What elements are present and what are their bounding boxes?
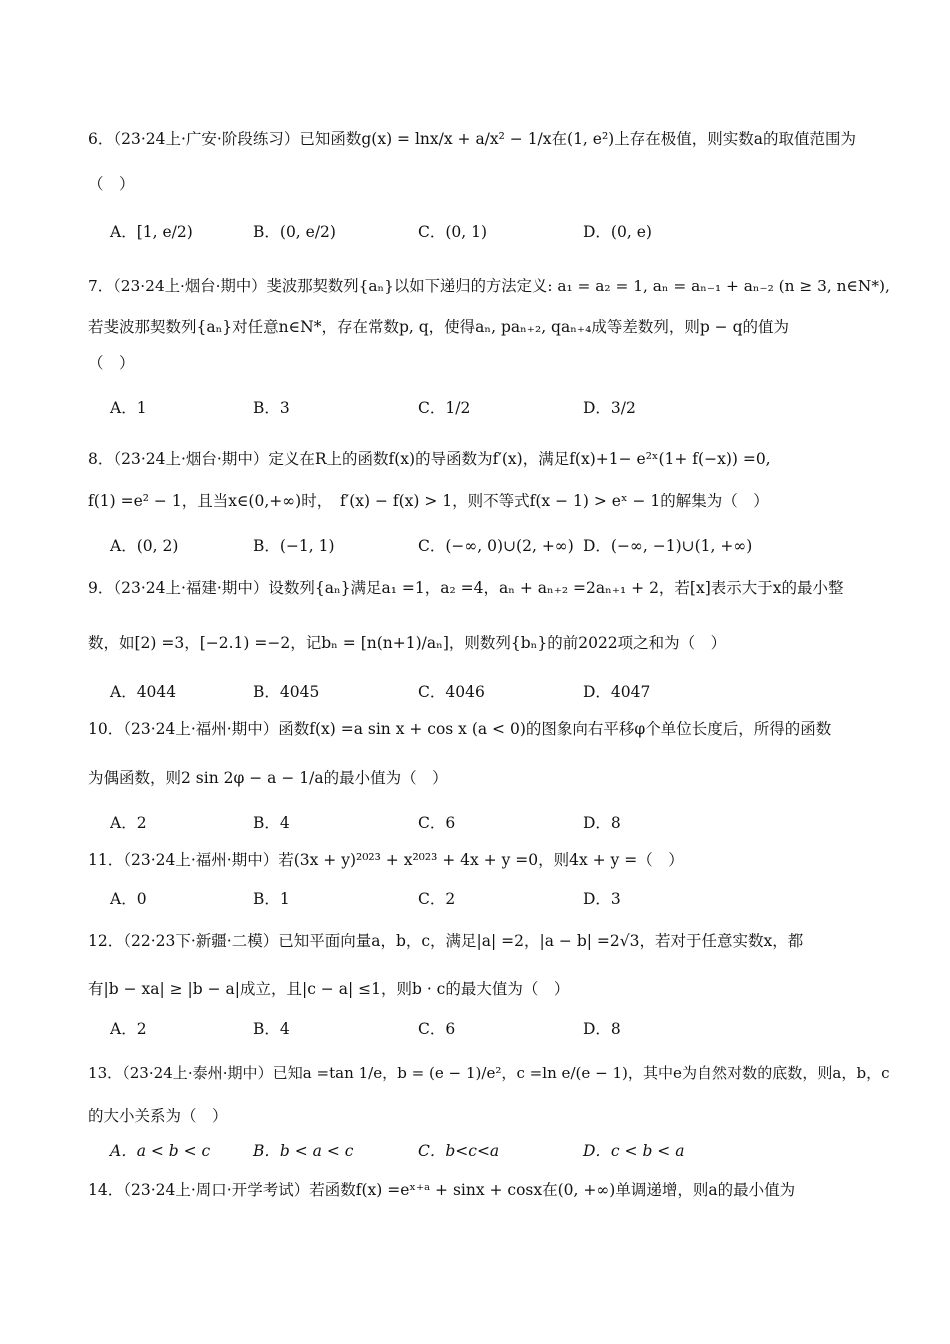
question-text: （23·24上·烟台·期中）斐波那契数列{aₙ}以如下递归的方法定义: a₁ = a₂ = 1, aₙ = aₙ₋₁ + aₙ₋₂ (n ≥ 3, n∈N*),: [113, 277, 890, 295]
question-number: 8．: [88, 450, 114, 468]
option-b: B．4045: [253, 683, 320, 701]
question-text: 为偶函数，则2 sin 2φ − a − 1/a的最小值为（ ）: [88, 769, 448, 787]
option-c: C．2: [418, 890, 456, 908]
question-6-line-2: [88, 173, 862, 195]
question-9-line-2: [88, 632, 862, 654]
question-number: 12．: [88, 932, 124, 950]
option-a: A．[1, e/2): [110, 223, 193, 241]
option-d: D．3/2: [583, 399, 636, 417]
question-12-line-2: [88, 978, 862, 1000]
option-a: A．4044: [110, 683, 177, 701]
option-c: C．b<c<a: [418, 1142, 500, 1160]
option-d: D．(0, e): [583, 223, 652, 241]
option-a: A．2: [110, 1020, 147, 1038]
question-text: 若斐波那契数列{aₙ}对任意n∈N*，存在常数p, q，使得aₙ, paₙ₊₂, qaₙ₊₄成等差数列，则p − q的值为: [88, 318, 790, 336]
option-d: D．c < b < a: [583, 1142, 685, 1160]
option-c: C．4046: [418, 683, 485, 701]
option-b: B．4: [253, 814, 290, 832]
question-7-line-1: [88, 275, 890, 297]
question-9-line-1: [88, 577, 862, 599]
option-a: A．0: [110, 890, 147, 908]
option-a: A．a < b < c: [110, 1142, 211, 1160]
option-d: D．4047: [583, 683, 651, 701]
question-text: （23·24上·泰州·期中）已知a =tan 1/e，b = (e − 1)/e²，c =ln e/(e − 1)，其中e为自然对数的底数，则a，b，c: [122, 1064, 890, 1082]
question-number: 11．: [88, 851, 124, 869]
question-text: （23·24上·广安·阶段练习）已知函数g(x) = lnx/x + a/x² − 1/x在(1, e²)上存在极值，则实数a的取值范围为: [113, 130, 856, 148]
option-b: B．(−1, 1): [253, 537, 335, 555]
question-7-line-3: [88, 352, 862, 374]
question-text: （23·24上·烟台·期中）定义在R上的函数f(x)的导函数为f′(x)，满足f(x)+1− e²ˣ(1+ f(−x)) =0,: [113, 450, 771, 468]
option-d: D．8: [583, 1020, 621, 1038]
option-b: B．3: [253, 399, 290, 417]
question-text: 的大小关系为（ ）: [88, 1107, 228, 1125]
question-text: （23·24上·福州·期中）函数f(x) =a sin x + cos x (a < 0)的图象向右平移φ个单位长度后，所得的函数: [123, 720, 832, 738]
question-number: 13．: [88, 1064, 123, 1082]
question-number: 10．: [88, 720, 124, 738]
question-text: （22·23下·新疆·二模）已知平面向量a，b，c，满足|a| =2，|a − b| =2√3，若对于任意实数x，都: [123, 932, 804, 950]
question-10-line-2: [88, 767, 862, 789]
option-d: D．(−∞, −1)∪(1, +∞): [583, 537, 753, 555]
option-c: C．6: [418, 814, 456, 832]
option-c: C．(0, 1): [418, 223, 488, 241]
option-d: D．3: [583, 890, 621, 908]
question-number: 14．: [88, 1181, 124, 1199]
question-text: 有|b − xa| ≥ |b − a|成立，且|c − a| ≤1，则b · c的最大值为（ ）: [88, 980, 570, 998]
question-10-line-1: [88, 718, 862, 740]
option-a: A．2: [110, 814, 147, 832]
option-c: C．(−∞, 0)∪(2, +∞): [418, 537, 574, 555]
question-14-line-1: [88, 1179, 862, 1201]
question-text: （23·24上·福州·期中）若(3x + y)²⁰²³ + x²⁰²³ + 4x + y =0，则4x + y =（ ）: [123, 851, 684, 869]
question-8-line-2: [88, 490, 862, 512]
option-a: A．(0, 2): [110, 537, 179, 555]
option-b: B．4: [253, 1020, 290, 1038]
question-text: （23·24上·福建·期中）设数列{aₙ}满足a₁ =1，a₂ =4，aₙ + aₙ₊₂ =2aₙ₊₁ + 2，若[x]表示大于x的最小整: [113, 579, 844, 597]
option-b: B．(0, e/2): [253, 223, 336, 241]
option-d: D．8: [583, 814, 621, 832]
option-c: C．6: [418, 1020, 456, 1038]
question-13-line-2: [88, 1105, 862, 1127]
question-8-line-1: [88, 448, 862, 470]
question-11-line-1: [88, 849, 862, 871]
question-12-line-1: [88, 930, 862, 952]
question-text: f(1) =e² − 1，且当x∈(0,+∞)时， f′(x) − f(x) > 1，则不等式f(x − 1) > eˣ − 1的解集为（ ）: [88, 492, 769, 510]
question-13-line-1: [88, 1062, 890, 1084]
question-6-line-1: [88, 128, 862, 150]
option-c: C．1/2: [418, 399, 471, 417]
question-number: 6．: [88, 130, 114, 148]
question-number: 7．: [88, 277, 114, 295]
question-number: 9．: [88, 579, 114, 597]
question-text: （ ）: [88, 175, 135, 193]
question-text: 数，如[2) =3，[−2.1) =−2，记bₙ = [n(n+1)/aₙ]，则数列{bₙ}的前2022项之和为（ ）: [88, 634, 727, 652]
question-7-line-2: [88, 316, 862, 338]
question-text: （23·24上·周口·开学考试）若函数f(x) =eˣ⁺ᵃ + sinx + cosx在(0, +∞)单调递增，则a的最小值为: [123, 1181, 796, 1199]
option-b: B．b < a < c: [253, 1142, 354, 1160]
option-a: A．1: [110, 399, 147, 417]
option-b: B．1: [253, 890, 290, 908]
question-text: （ ）: [88, 354, 135, 372]
